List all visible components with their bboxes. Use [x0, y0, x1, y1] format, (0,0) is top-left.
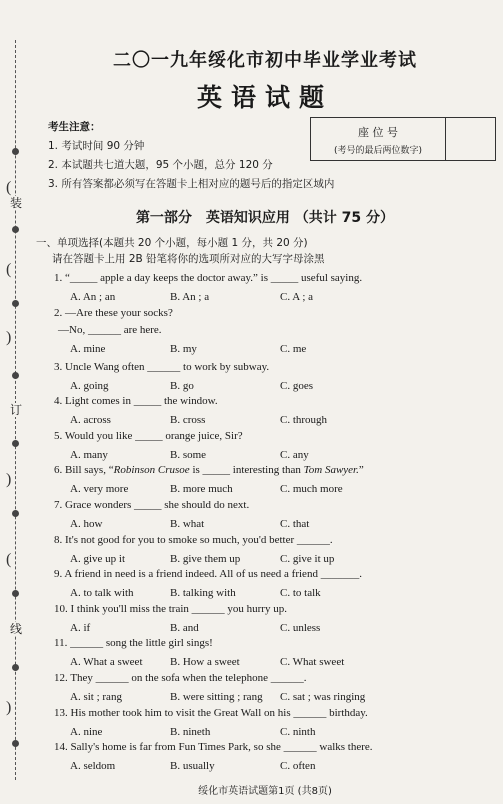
- notice-heading: 考生注意：: [48, 121, 101, 133]
- option-c[interactable]: C. give it up: [280, 552, 335, 565]
- binding-margin: [0, 0, 34, 804]
- option-a[interactable]: A. give up it: [70, 552, 125, 565]
- option-b[interactable]: B. usually: [170, 760, 215, 773]
- seat-number-input-cell[interactable]: [446, 118, 495, 160]
- question-stem: [54, 533, 333, 547]
- question-number: 8.: [54, 533, 63, 546]
- book-title: Robinson Crusoe: [113, 464, 190, 477]
- seat-number-label-cell: [311, 118, 446, 160]
- question-number: 12.: [54, 672, 68, 684]
- question-number: 7.: [54, 499, 63, 511]
- option-a[interactable]: A. across: [70, 414, 111, 427]
- option-b[interactable]: B. go: [170, 379, 194, 392]
- option-c[interactable]: C. What sweet: [280, 656, 345, 669]
- option-b[interactable]: B. An ; a: [170, 291, 210, 303]
- binding-dot: [12, 740, 19, 747]
- question-text: Would you like _____ orange juice, Sir?: [64, 429, 243, 442]
- question-number: 9.: [54, 568, 63, 581]
- option-a[interactable]: A. sit ; rang: [70, 691, 122, 703]
- option-c[interactable]: C. much more: [280, 483, 343, 496]
- option-c[interactable]: C. me: [280, 342, 307, 355]
- binding-dot: [12, 664, 19, 671]
- candidate-notice: [48, 118, 348, 194]
- option-c[interactable]: C. sat ; was ringing: [280, 691, 366, 703]
- option-a[interactable]: A. to talk with: [70, 587, 134, 600]
- question-text: A friend in need is a friend indeed. All of us need a friend _______.: [64, 568, 362, 581]
- part-heading: 第一部分 英语知识应用 （共计 75 分）: [135, 210, 395, 226]
- option-c[interactable]: C. ninth: [280, 725, 316, 738]
- question-number: 1.: [54, 272, 63, 284]
- question-stem: [54, 636, 213, 650]
- question-text: They ______ on the sofa when the telephone ______.: [70, 672, 307, 684]
- binding-dot: [12, 590, 19, 597]
- option-b[interactable]: B. nineth: [170, 725, 211, 738]
- question-stem: [54, 463, 364, 477]
- binding-char-xian: 线: [4, 622, 28, 636]
- binding-dot: [12, 440, 19, 447]
- question-text: ”: [358, 464, 364, 477]
- seat-number-note: (考号的最后两位数字): [333, 146, 423, 156]
- option-a[interactable]: A. seldom: [70, 760, 116, 773]
- binding-bracket: (: [6, 261, 12, 278]
- question-number: 11.: [54, 637, 68, 650]
- binding-dot: [12, 510, 19, 517]
- question-stem: [54, 360, 269, 374]
- binding-char-zhuang: 装: [4, 196, 28, 210]
- option-b[interactable]: B. How a sweet: [170, 656, 240, 669]
- question-text: Bill says, “: [65, 464, 114, 477]
- question-number: 6.: [54, 464, 63, 477]
- question-number: 14.: [54, 741, 68, 754]
- option-a[interactable]: A. how: [70, 518, 103, 530]
- question-number: 3.: [54, 360, 63, 373]
- question-item: [36, 306, 494, 363]
- option-c[interactable]: C. unless: [280, 621, 321, 634]
- binding-dot: [12, 372, 19, 379]
- binding-dot: [12, 148, 19, 155]
- binding-bracket: ): [6, 329, 12, 346]
- option-a[interactable]: A. if: [70, 621, 91, 634]
- question-text: Sally's home is far from Fun Times Park, so she ______ walks there.: [70, 741, 373, 754]
- option-b[interactable]: B. my: [170, 342, 197, 355]
- question-text: His mother took him to visit the Great Wall on his ______ birthday.: [70, 706, 368, 719]
- option-c[interactable]: C. through: [280, 414, 328, 427]
- exam-title: 二〇一九年绥化市初中毕业学业考试: [113, 50, 417, 71]
- binding-bracket: ): [6, 699, 12, 716]
- option-b[interactable]: B. cross: [170, 414, 206, 427]
- binding-bracket: ): [6, 471, 12, 488]
- question-text: Light comes in _____ the window.: [65, 395, 218, 408]
- option-b[interactable]: B. some: [170, 448, 207, 461]
- question-number: 5.: [54, 429, 63, 442]
- binding-bracket: (: [6, 179, 12, 196]
- question-text: ______ song the little girl sings!: [70, 637, 213, 650]
- question-stem: [54, 429, 243, 443]
- question-stem: [54, 740, 373, 754]
- option-c[interactable]: C. A ; a: [280, 291, 314, 303]
- option-c[interactable]: C. goes: [280, 379, 313, 392]
- option-c[interactable]: C. that: [280, 518, 310, 530]
- question-item: [36, 740, 494, 782]
- seat-number-label: 座 位 号: [358, 126, 398, 139]
- option-b[interactable]: B. more much: [170, 483, 233, 496]
- question-text: —Are these your socks?: [65, 306, 173, 319]
- question-number: 2.: [54, 306, 63, 319]
- option-c[interactable]: C. to talk: [280, 587, 321, 600]
- option-a[interactable]: A. many: [70, 448, 108, 461]
- question-stem: [54, 306, 173, 320]
- option-c[interactable]: C. any: [280, 448, 309, 461]
- question-text: I think you'll miss the train ______ you hurry up.: [70, 602, 287, 615]
- question-stem: [54, 271, 362, 285]
- question-stem: [54, 671, 306, 685]
- option-a[interactable]: A. nine: [70, 725, 103, 738]
- option-b[interactable]: B. give them up: [170, 552, 241, 565]
- binding-dot: [12, 300, 19, 307]
- option-a[interactable]: A. mine: [70, 342, 106, 355]
- option-b[interactable]: B. what: [170, 518, 205, 530]
- question-text: It's not good for you to smoke so much, you'd better ______.: [65, 533, 333, 546]
- question-stem-line2: —No, ______ are here.: [58, 323, 162, 336]
- question-stem: [54, 567, 362, 581]
- binding-dot: [12, 226, 19, 233]
- question-stem: [54, 394, 218, 408]
- exam-page: [36, 0, 494, 804]
- seat-number-box: [310, 117, 496, 161]
- book-title: Tom Sawyer.: [303, 464, 359, 477]
- binding-bracket: (: [6, 551, 12, 568]
- page-footer: 绥化市英语试题第1页 (共8页): [198, 786, 332, 797]
- option-b[interactable]: B. were sitting ; rang: [170, 691, 263, 703]
- notice-item: 2. 本试题共七道大题，95 个小题，总分 120 分: [48, 159, 273, 171]
- question-text: Grace wonders _____ she should do next.: [65, 499, 250, 511]
- question-stem: [54, 602, 287, 616]
- notice-item: 1. 考试时间 90 分钟: [48, 140, 145, 152]
- question-number: 10.: [54, 602, 68, 615]
- question-stem: [54, 498, 249, 512]
- option-b[interactable]: B. and: [170, 621, 199, 634]
- question-number: 4.: [54, 395, 63, 408]
- notice-item: 3. 所有答案都必须写在答题卡上相对应的题号后的指定区域内: [48, 178, 335, 190]
- subject-title: 英语试题: [196, 83, 333, 112]
- option-a[interactable]: A. going: [70, 379, 109, 392]
- question-text: Uncle Wang often ______ to work by subway.: [65, 360, 270, 373]
- question-stem: [54, 706, 368, 720]
- question-text: is _____ interesting than: [189, 464, 304, 477]
- option-a[interactable]: A. very more: [70, 483, 129, 496]
- section-title: 一、单项选择(本题共 20 个小题，每小题 1 分，共 20 分): [36, 237, 308, 249]
- option-a[interactable]: A. What a sweet: [70, 656, 143, 669]
- question-text: “_____ apple a day keeps the doctor away.” is _____ useful saying.: [65, 272, 363, 284]
- section-instruction: 请在答题卡上用 2B 铅笔将你的选项所对应的大写字母涂黑: [52, 253, 325, 265]
- binding-char-ding: 订: [4, 403, 28, 417]
- question-number: 13.: [54, 706, 68, 719]
- option-b[interactable]: B. talking with: [170, 587, 236, 600]
- option-a[interactable]: A. An ; an: [70, 291, 116, 303]
- section-header: [36, 235, 494, 267]
- option-c[interactable]: C. often: [280, 760, 316, 773]
